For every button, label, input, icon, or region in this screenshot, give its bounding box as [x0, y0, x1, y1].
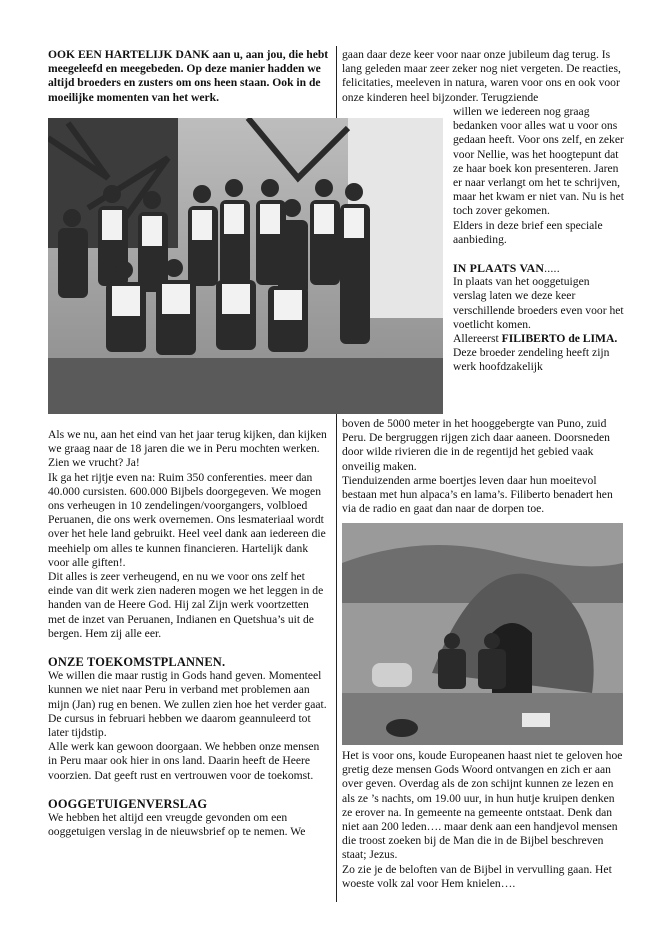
left-column-intro [48, 48, 329, 105]
offer-paragraph: Elders in deze brief een speciale aanbieding. [453, 218, 603, 246]
right-column-bottom [342, 749, 623, 891]
filiberto-wrap: Deze broeder zendeling heeft zijn werk hoofdzakelijk [453, 346, 610, 374]
thanks-intro: OOK EEN HARTELIJK DANK aan u, aan jou, die hebt meegeleefd en meegebeden. Op deze manier hadden we altijd broeders en zusters om ons heen staan. Ook in de moeilijke momenten van het werk. [48, 48, 329, 104]
farmers-paragraph: Tienduizenden arme boertjes leven daar hun moeitevol bestaan met hun alpaca’s en lama’s. Filiberto benadert hen via de radio en gaat dan naar de dorpen toe. [342, 473, 613, 516]
filiberto-prefix: Allereerst [453, 332, 502, 346]
filiberto-name: FILIBERTO de LIMA. [501, 332, 618, 346]
instead-heading-dots: ..... [544, 261, 560, 276]
right-column-wrap [453, 105, 625, 375]
future-heading: ONZE TOEKOMSTPLANNEN. [48, 655, 226, 670]
mountains-paragraph: boven de 5000 meter in het hooggebergte van Puno, zuid Peru. De bergruggen rijgen zich daar aaneen. Doorsneden door wilde rivieren die in de regentijd het gebied vaak onveilig maken. [342, 417, 610, 473]
thanks-wrap-paragraph: willen we iedereen nog graag bedanken voor alles wat u voor ons gedaan heeft. Voor ons zelf, en zeker voor Nellie, was het hoogtepunt dat ze haar boek kon presenteren. Jaren er naar verlangt om het te schrijven, maar het kwam er niet van. Nu is het toch zover gekomen. [453, 105, 624, 218]
instead-heading-text: IN PLAATS VAN [453, 261, 545, 276]
filiberto-intro [453, 332, 625, 375]
hut-photo [342, 523, 623, 745]
instead-paragraph: In plaats van het ooggetuigen verslag laten we deze keer verschillende broeders even voor het voetlicht komen. [453, 275, 624, 331]
promise-paragraph: Zo zie je de beloften van de Bijbel in vervulling gaan. Het woeste volk zal voor Hem knielen…. [342, 862, 612, 890]
group-photo [48, 118, 443, 414]
jubilee-paragraph: gaan daar deze keer voor naar onze jubileum dag terug. Is lang geleden maar zeer zeker nog niet vergeten. De reacties, felicitaties, meeleven in natura, waren voor ons en ook voor onze kinderen heel bijzonder. Terugziende [342, 48, 621, 104]
left-column-body [48, 428, 329, 839]
continuation-paragraph: Alle werk kan gewoon doorgaan. We hebben onze mensen in Peru maar ook hier in ons land. Daarin heeft de Heere voorzien. Dat geeft rust en vertrouwen voor de toekomst. [48, 740, 320, 782]
instead-heading [453, 261, 625, 275]
gratitude-paragraph: Dit alles is zeer verheugend, en nu we voor ons zelf het einde van dit werk zien naderen mogen we het leggen in de handen van de Heere God. Hij zal Zijn werk voortzetten met de inzet van Peruanen, Indianen en Quetshua’s uit de bergen. Hem zij alle eer. [48, 570, 324, 640]
reflection-paragraph: Als we nu, aan het eind van het jaar terug kijken, dan kijken we graag naar de 18 jaren die we in Peru mochten werken. Zien we vrucht? Ja! [48, 428, 327, 470]
witness-heading: OOGGETUIGENVERSLAG [48, 796, 208, 811]
witness-paragraph: We hebben het altijd een vreugde gevonden om een ooggetuigen verslag in de nieuwsbrief op te nemen. We [48, 811, 306, 839]
faith-paragraph: Het is voor ons, koude Europeanen haast niet te geloven hoe gretig deze mensen Gods Woord ontvangen en zich er aan over geven. Overdag als de zon schijnt kunnen ze lezen en als ze ’s nachts, om 19.00 uur, in hun hutje kruipen denken ze erover na. In gemeente na gemeente ontstaat. Denk dan niet aan 200 leden…. maar denk aan een handjevol mensen die troost zoeken bij de Man die in de Bijbel beschreven staat; Jezus. [342, 749, 623, 862]
right-column-middle [342, 417, 623, 516]
future-paragraph: We willen die maar rustig in Gods hand geven. Momenteel kunnen we niet naar Peru in verband met problemen aan mijn (Jan) rug en benen. We zullen zien hoe het verder gaat. De cursus in februari hebben we daarom geannuleerd tot later tijdstip. [48, 669, 327, 740]
results-paragraph: Ik ga het rijtje even na: Ruim 350 conferenties. meer dan 40.000 cursisten. 600.000 Bijbels doorgegeven. We mogen ons verheugen in 10 zendelingen/voorgangers, volbloed Peruanen, die ons werk overnemen. Ons lesmateriaal wordt over het hele land gebruikt. Heel veel dank aan iedereen die meehielp om alles te kunnen financieren. Hartelijk dank voor alle giften!. [48, 470, 326, 569]
right-column-top [342, 48, 623, 105]
